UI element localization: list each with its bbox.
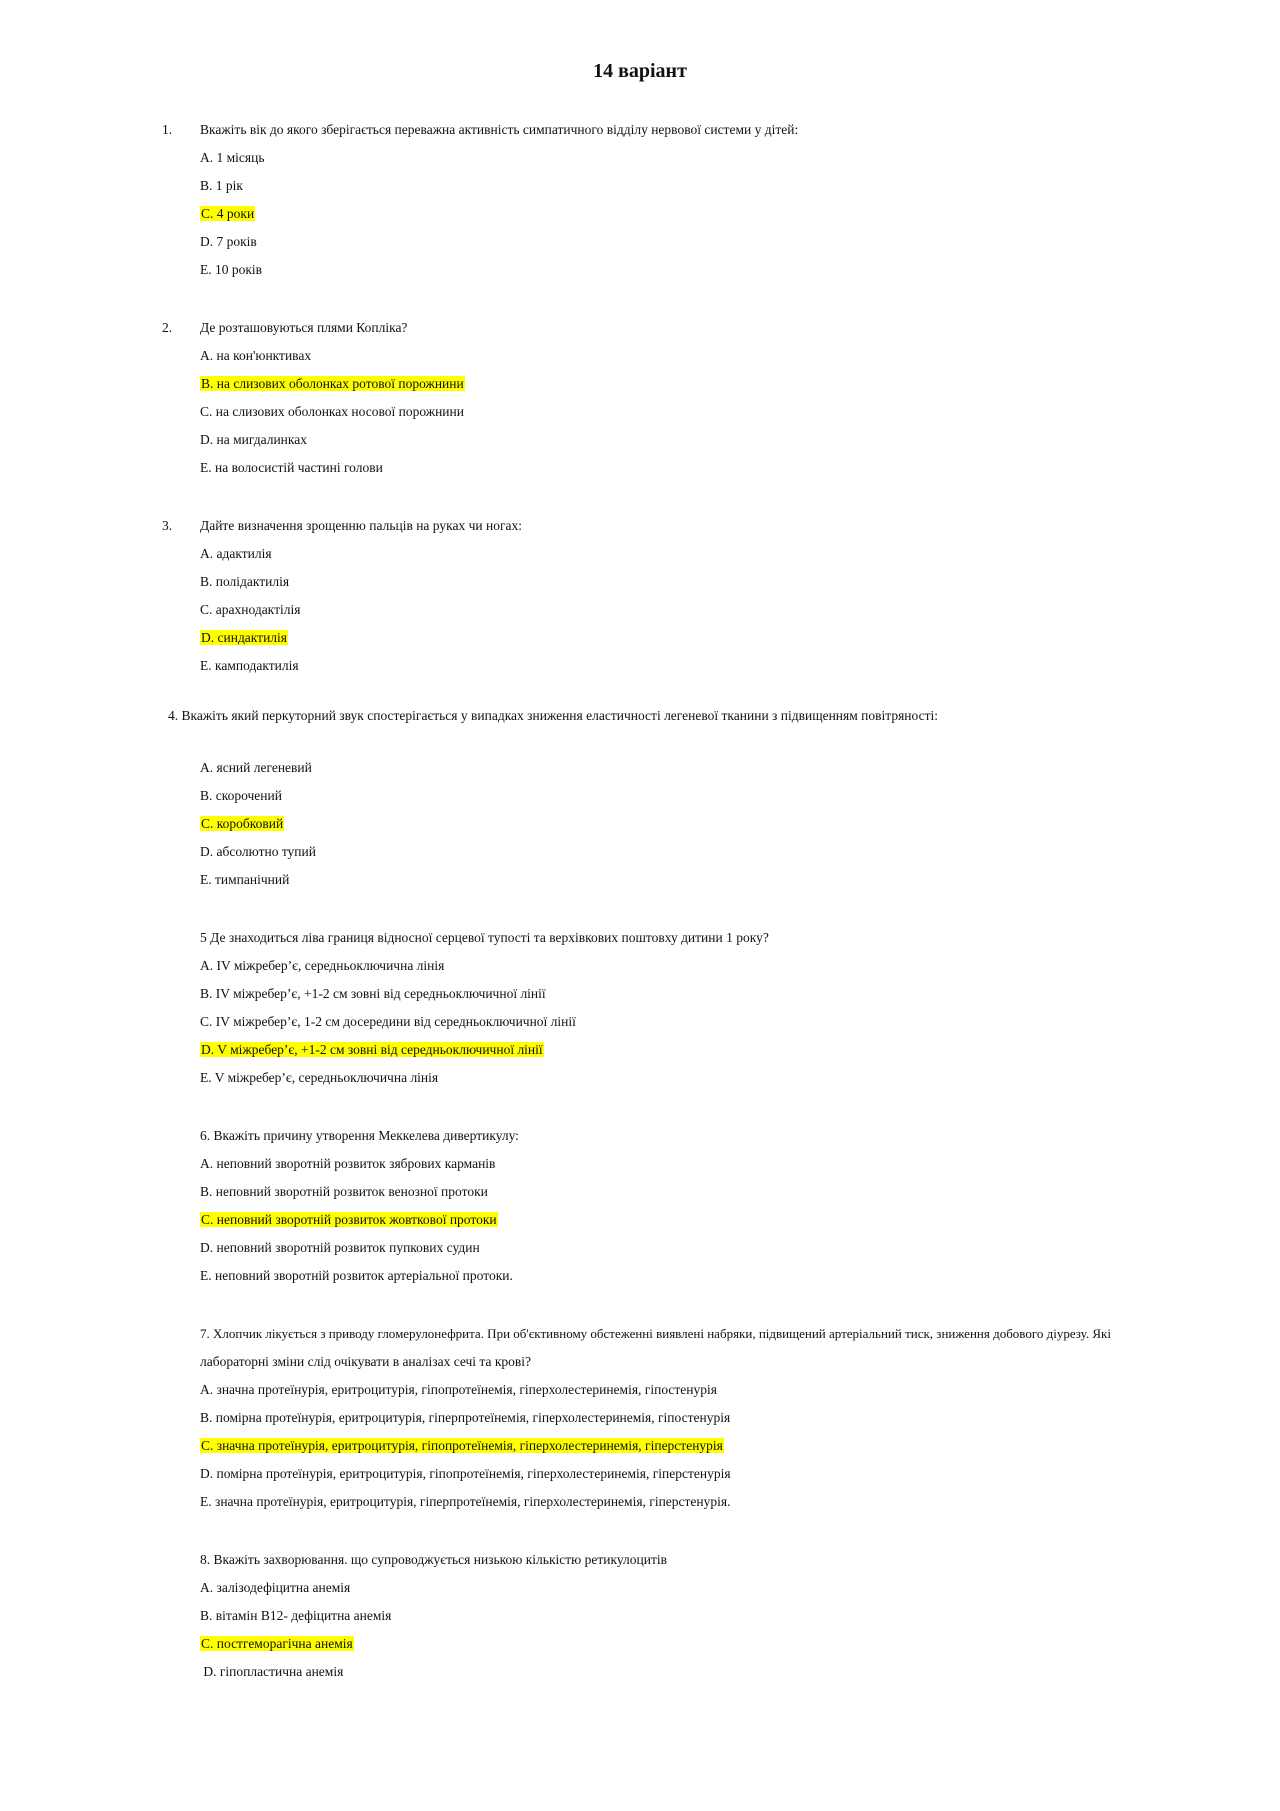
answer-option: C. арахнодактілія	[200, 602, 301, 617]
answer-option: B. помірна протеїнурія, еритроцитурія, гіперпротеїнемія, гіперхолестеринемія, гіпостенурія	[200, 1410, 731, 1425]
answer-option-highlighted: C. неповний зворотній розвиток жовткової протоки	[201, 1212, 497, 1227]
answer-option: B. скорочений	[200, 788, 282, 803]
answer-option: B. неповний зворотній розвиток венозної протоки	[200, 1184, 488, 1199]
question-text: Вкажіть вік до якого зберігається переважна активність симпатичного відділу нервової системи у дітей:	[200, 122, 799, 137]
question-text: 5 Де знаходиться ліва границя відносної серцевої тупості та верхівкових поштовху дитини 1 року?	[200, 930, 769, 945]
answer-option: D. помірна протеїнурія, еритроцитурія, гіпопротеїнемія, гіперхолестеринемія, гіперстенурія	[200, 1466, 731, 1481]
answer-option: C. на слизових оболонках носової порожнини	[200, 404, 464, 419]
answer-option: D. абсолютно тупий	[200, 844, 316, 859]
answer-option: D. гіпопластична анемія	[200, 1664, 344, 1679]
answer-option: E. 10 років	[200, 262, 263, 277]
answer-option: D. 7 років	[200, 234, 257, 249]
question-text: Де розташовуються плями Копліка?	[200, 320, 408, 335]
answer-option-highlighted: B. на слизових оболонках ротової порожнини	[201, 376, 464, 391]
question-number: 1.	[162, 122, 173, 137]
answer-option-highlighted: D. синдактилія	[201, 630, 288, 645]
answer-option: D. неповний зворотній розвиток пупкових судин	[200, 1240, 480, 1255]
answer-option: A. адактилія	[200, 546, 272, 561]
answer-option: E. на волосистій частині голови	[200, 460, 383, 475]
question-text-continued: лабораторні зміни слід очікувати в аналізах сечі та крові?	[200, 1354, 532, 1369]
question-text: 8. Вкажіть захворювання. що супроводжується низькою кількістю ретикулоцитів	[200, 1552, 667, 1567]
answer-option: B. полідактилія	[200, 574, 290, 589]
answer-option: A. 1 місяць	[200, 150, 265, 165]
answer-option-highlighted: C. постгеморагічна анемія	[201, 1636, 353, 1651]
answer-option: A. залізодефіцитна анемія	[200, 1580, 351, 1595]
answer-option: E. значна протеїнурія, еритроцитурія, гіперпротеїнемія, гіперхолестеринемія, гіперстенурія.	[200, 1494, 731, 1509]
answer-option-highlighted: C. коробковий	[201, 816, 284, 831]
question-number: 2.	[162, 320, 173, 335]
answer-option: A. неповний зворотній розвиток зябрових карманів	[200, 1156, 496, 1171]
question-text: 6. Вкажіть причину утворення Меккелева дивертикулу:	[200, 1128, 519, 1143]
answer-option-highlighted: C. значна протеїнурія, еритроцитурія, гіпопротеїнемія, гіперхолестеринемія, гіперстенурія	[201, 1438, 723, 1453]
answer-option: E. тимпанічний	[200, 872, 290, 887]
answer-option: E. неповний зворотній розвиток артеріальної протоки.	[200, 1268, 513, 1283]
question-number: 3.	[162, 518, 173, 533]
answer-option: A. IV міжребер’є, середньоключична лінія	[200, 958, 445, 973]
answer-option: B. вітамін B12- дефіцитна анемія	[200, 1608, 392, 1623]
answer-option: E. V міжребер’є, середньоключична лінія	[200, 1070, 439, 1085]
answer-option: B. IV міжребер’є, +1-2 см зовні від середньоключичної лінії	[200, 986, 546, 1001]
answer-option-highlighted: D. V міжребер’є, +1-2 см зовні від середньоключичної лінії	[201, 1042, 543, 1057]
answer-option: E. камподактилія	[200, 658, 299, 673]
answer-option: C. IV міжребер’є, 1-2 см досередини від середньоключичної лінії	[200, 1014, 576, 1029]
question-text: 4. Вкажіть який перкуторний звук спостерігається у випадках зниження еластичності легеневої тканини з підвищенням повітряності:	[168, 708, 938, 723]
question-text: 7. Хлопчик лікується з приводу гломерулонефрита. При об'єктивному обстеженні виявлені набряки, підвищений артеріальний тиск, зниження добового діурезу. Які	[200, 1326, 1111, 1341]
answer-option: D. на мигдалинках	[200, 432, 307, 447]
answer-option: A. ясний легеневий	[200, 760, 312, 775]
answer-option: A. на кон'юнктивах	[200, 348, 312, 363]
answer-option-highlighted: C. 4 роки	[201, 206, 255, 221]
answer-option: A. значна протеїнурія, еритроцитурія, гіпопротеїнемія, гіперхолестеринемія, гіпостенурія	[200, 1382, 717, 1397]
answer-option: B. 1 рік	[200, 178, 243, 193]
question-text: Дайте визначення зрощенню пальців на руках чи ногах:	[200, 518, 522, 533]
page-title: 14 варіант	[593, 60, 687, 82]
